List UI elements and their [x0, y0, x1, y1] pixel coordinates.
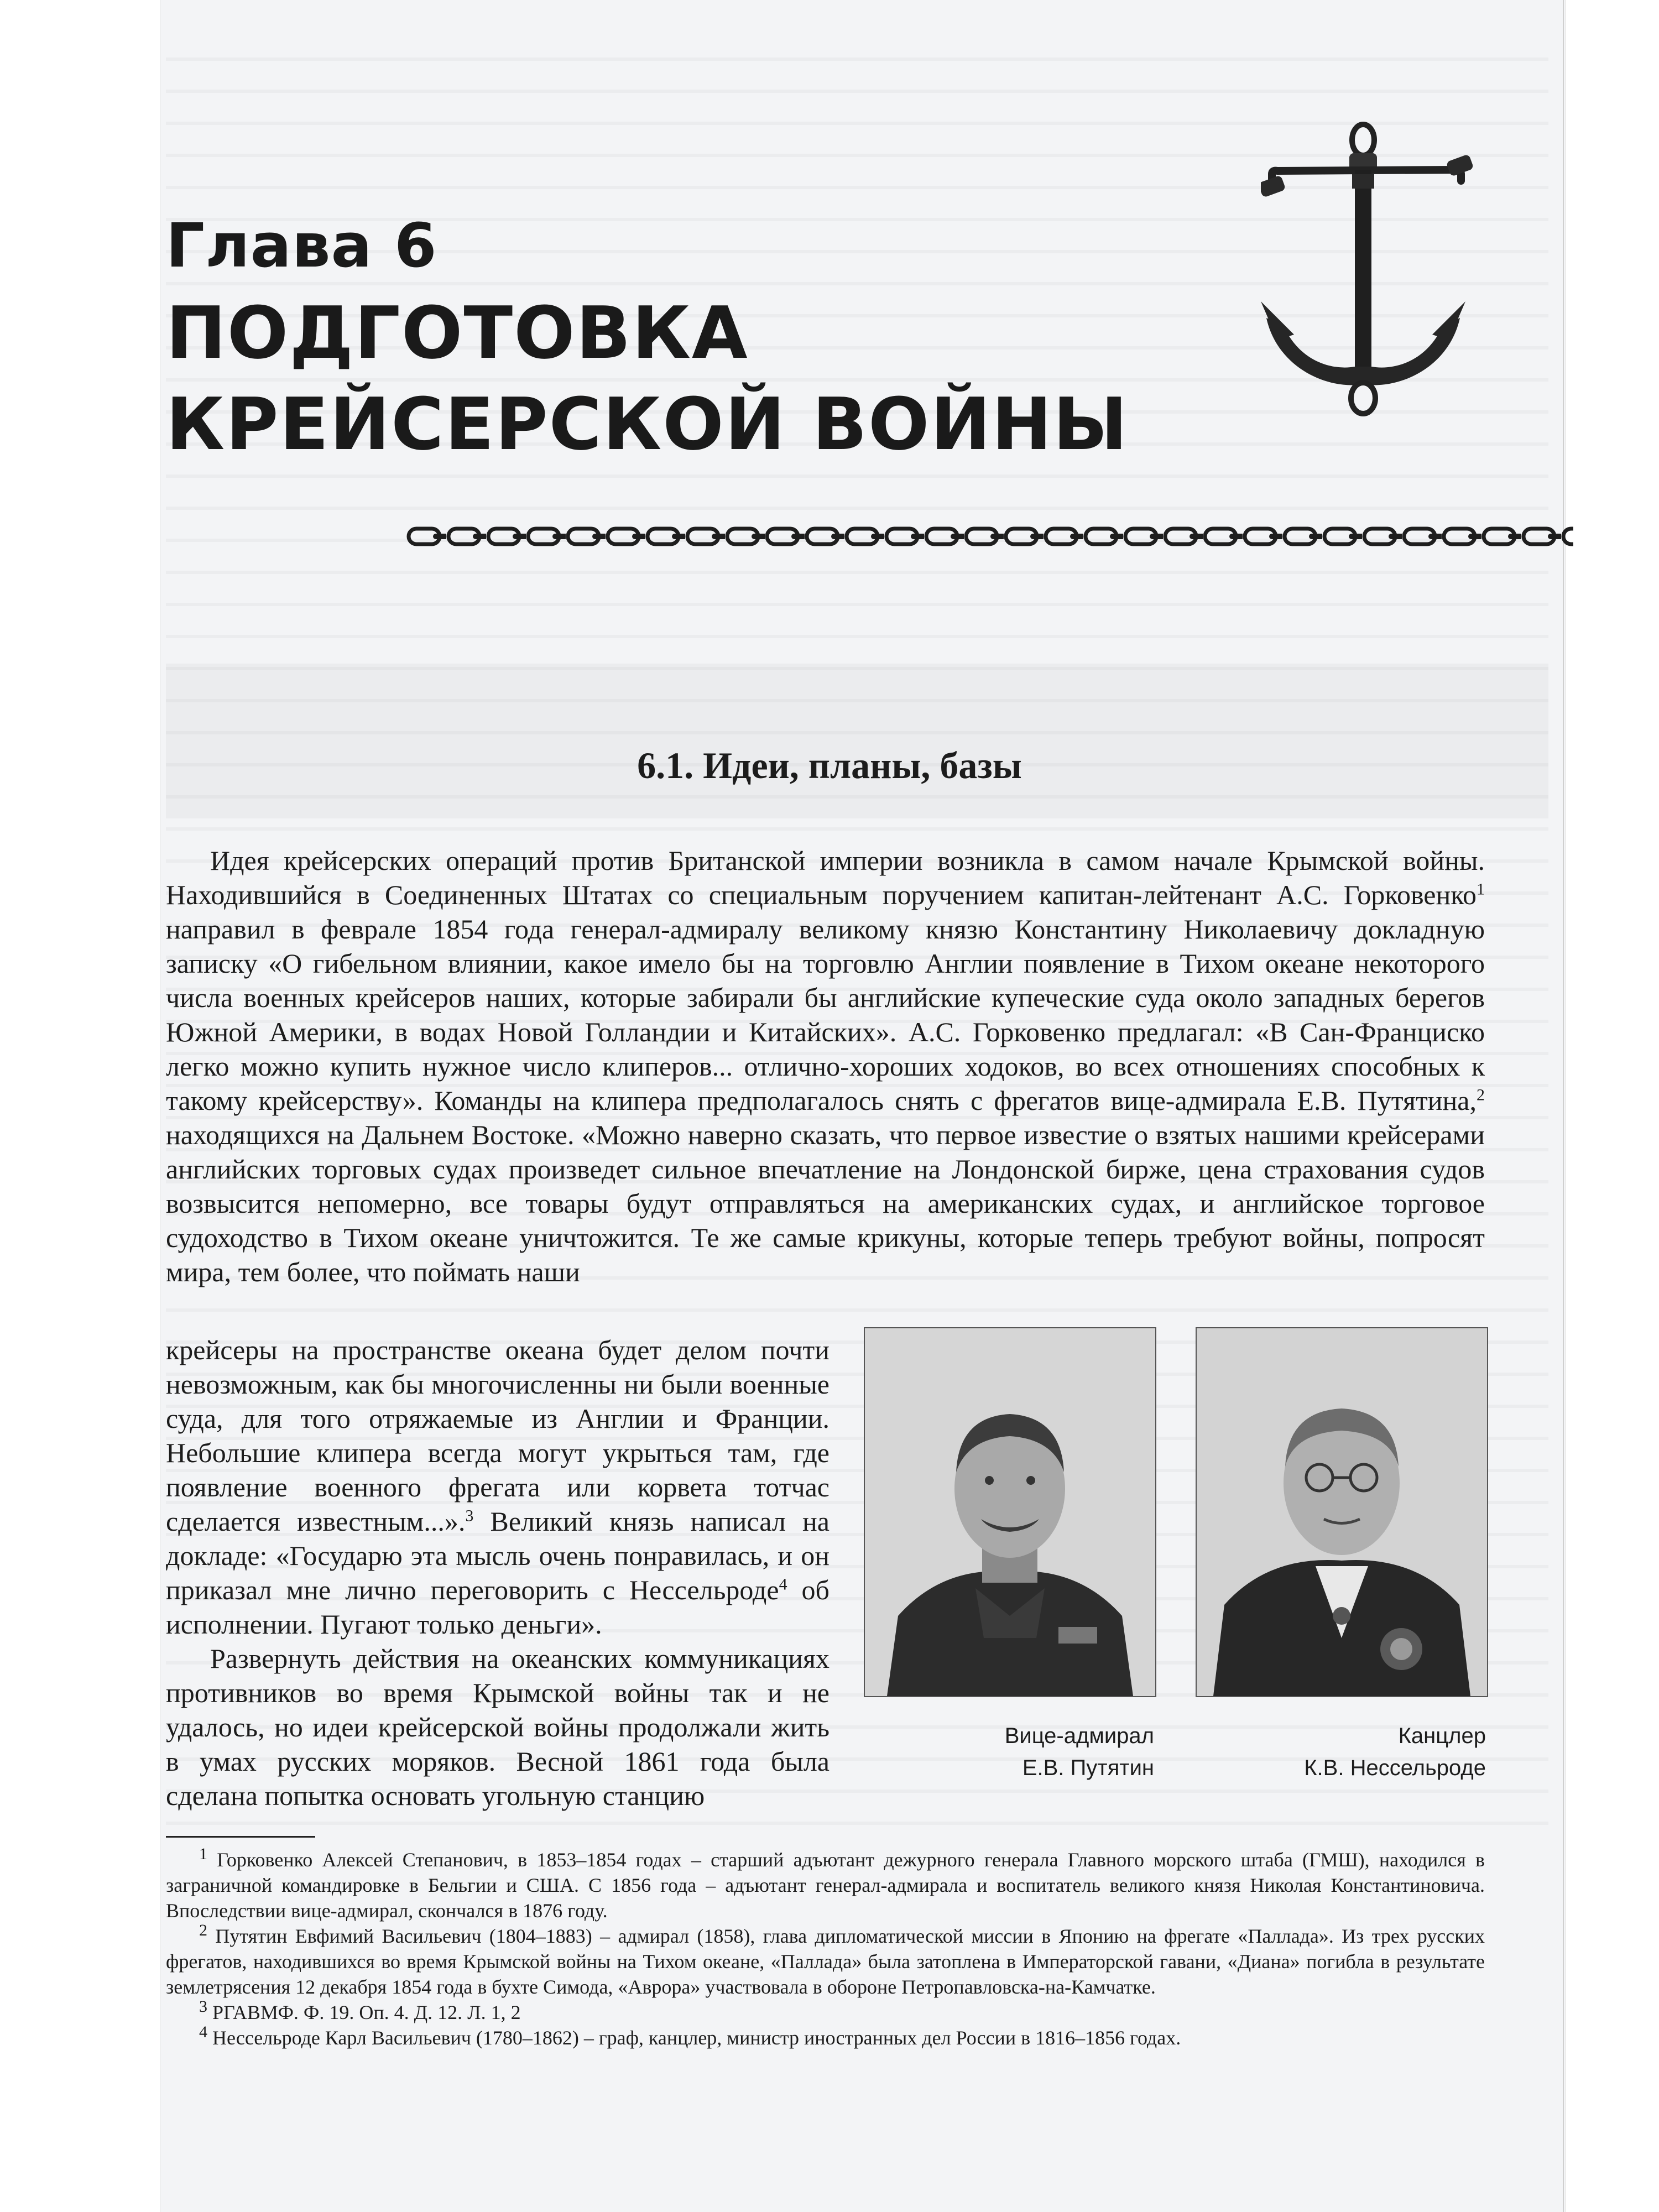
- portrait-nesselrode: [1196, 1327, 1488, 1697]
- footnote-4: $^4$ Нессельроде Карл Васильевич (1780–1862) – граф, канцлер, министр иностранных дел России в 1816–1856 годах.: [199, 2023, 1181, 2049]
- chapter-title: [166, 288, 1217, 470]
- body-paragraph-full: [166, 843, 1485, 1289]
- chapter-title-line2: КРЕЙСЕРСКОЙ ВОЙНЫ: [166, 382, 1129, 466]
- caption-nesselrode: Канцлер К.В. Нессельроде: [1304, 1724, 1486, 1780]
- section-heading: 6.1. Идеи, планы, базы: [637, 744, 1022, 786]
- page-edge: [1563, 0, 1564, 2212]
- chain-divider: [406, 521, 1573, 552]
- bleed-through-band: [166, 664, 1548, 818]
- footnote-ref-3: 3: [465, 1506, 474, 1525]
- footnotes: [166, 1847, 1485, 2051]
- body-paragraph-narrow: [166, 1333, 830, 1813]
- portrait-putyatin: [864, 1327, 1156, 1697]
- footnote-1: $^1$ Горковенко Алексей Степанович, в 1853–1854 годах – старший адъютант дежурного генерала Главного морского штаба (ГМШ), находился в заграничной командировке в Бельгии и США. С 1856 года – адъютант генерал-адмирала и воспитатель великого князя Николая Константиновича. Впоследствии вице-адмирал, скончался в 1876 году.: [166, 1845, 1485, 1922]
- paragraph-3: Развернуть действия на океанских коммуникациях противников во время Крымской войны так и не удалось, но идеи крейсерской войны продолжали жить в умах русских моряков. Весной 1861 года была сделана попытка основать угольную станцию: [166, 1643, 830, 1811]
- footnote-ref-2: 2: [1477, 1086, 1485, 1104]
- chapter-title-line1: ПОДГОТОВКА: [166, 291, 749, 375]
- caption-putyatin: Вице-адмирал Е.В. Путятин: [1004, 1724, 1154, 1780]
- footnote-separator: [166, 1836, 315, 1838]
- footnote-2: $^2$ Путятин Евфимий Васильевич (1804–1883) – адмирал (1858), глава дипломатической миссии в Японию на фрегате «Паллада». Из трех русских фрегатов, находившихся во время Крымской войны на Тихом океане, «Паллада» была затоплена в Императорской гавани, «Диана» погибла в результате землетрясения 12 декабря 1854 года в бухте Симода, «Аврора» участвовала в обороне Петропавловска-на-Камчатке.: [166, 1921, 1485, 1998]
- chapter-label: Глава 6: [166, 210, 437, 281]
- paragraph-1: Идея крейсерских операций против Британской империи возникла в самом начале Крымской войны. Находившийся в Соединенных Штатах со специальным поручением капитан-лейтенант А.С. Горковенко$^1$ направил в феврале 1854 года генерал-адмиралу великому князю Константину Николаевичу докладную записку «О гибельном влиянии, какое имело бы на торговлю Англии появление в Тихом океане некоторого числа военных крейсеров наших, которые забирали бы английские купеческие суда около западных берегов Южной Америки, в водах Новой Голландии и Китайских». А.С. Горковенко предлагал: «В Сан-Франциско легко можно купить нужное число клиперов... отлично-хороших ходоков, во всех отношениях способных к такому крейсерству». Команды на клипера предполагалось снять с фрегатов вице-адмирала Е.В. Путятина,$^2$ находящихся на Дальнем Востоке. «Можно наверно сказать, что первое известие о взятых нашими крейсерами английских торговых судах произведет сильное впечатление на Лондонской бирже, цена страхования судов возвысится непомерно, все товары будут отправляться на американских судах, и английское торговое судоходство в Тихом океане уничтожится. Те же самые крикуны, которые теперь требуют войны, попросят мира, тем более, что поймать наши: [166, 845, 1485, 1287]
- footnote-ref-1: 1: [1477, 880, 1485, 899]
- paragraph-2: крейсеры на пространстве океана будет делом почти невозможным, как бы многочисленны ни были военные суда, для того отряжаемые из Англии и Франции. Небольшие клипера всегда могут укрыться там, где появление военного фрегата или корвета тотчас сделается известным...».$^3$ Великий князь написал на докладе: «Государю эта мысль очень понравилась, и он приказал мне лично переговорить с Нессельроде$^4$ об исполнении. Пугают только деньги».: [166, 1334, 830, 1640]
- footnote-3: $^3$ РГАВМФ. Ф. 19. Оп. 4. Д. 12. Л. 1, 2: [199, 1997, 521, 2023]
- anchor-icon: [1261, 119, 1548, 440]
- footnote-ref-4: 4: [779, 1575, 787, 1594]
